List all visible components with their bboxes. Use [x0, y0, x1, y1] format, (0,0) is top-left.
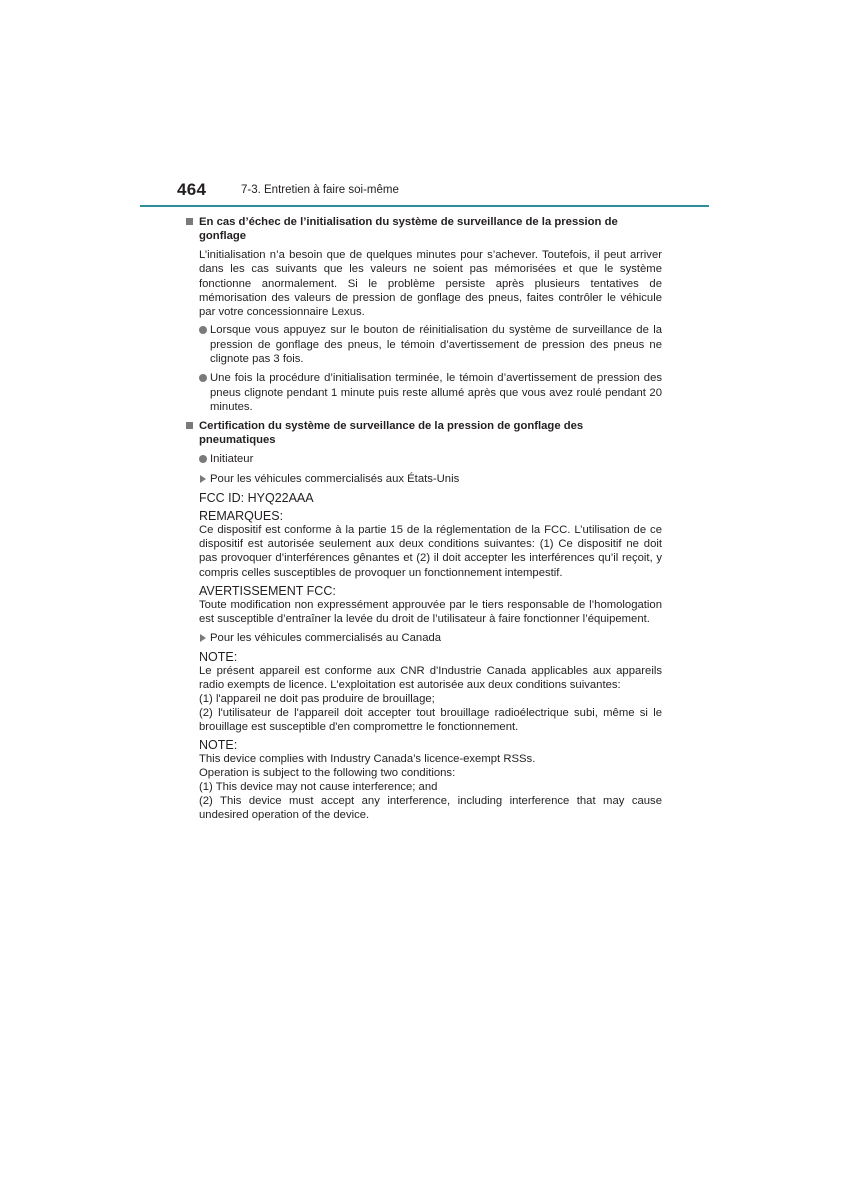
remarques-label: REMARQUES: [199, 508, 284, 523]
page-header [177, 180, 707, 204]
bullet-text: Une fois la procédure d’initialisation terminée, le témoin d’avertissement de pression des pneus clignote pendant 1 minute puis reste allumé après que vous avez roulé pendant 20 minutes. [210, 372, 662, 413]
note-line-2-en: Operation is subject to the following two conditions: [199, 766, 456, 779]
circle-bullet-icon [199, 374, 207, 382]
section-title: 7-3. Entretien à faire soi-même [241, 184, 399, 196]
page-content [186, 215, 662, 822]
note-condition-1-en: (1) This device may not cause interference; and [199, 780, 438, 793]
note-label-fr: NOTE: [199, 649, 238, 664]
note-label-en: NOTE: [199, 737, 238, 752]
circle-bullet-icon [199, 326, 207, 334]
heading-certification [186, 419, 662, 447]
note-text-fr: Le présent appareil est conforme aux CNR d'Industrie Canada applicables aux appareils radio exempts de licence. L'exploitation est autorisée aux deux conditions suivantes: [199, 664, 662, 691]
heading-initialisation-failure [186, 215, 662, 243]
triangle-arrow-icon [200, 634, 206, 642]
remarques-text: Ce dispositif est conforme à la partie 15 de la réglementation de la FCC. L’utilisation de ce dispositif est autorisée seulement aux deux conditions suivantes: (1) Ce dispositif ne doit pas provoquer d’interférences gênantes et (2) il doit accepter les interférences qu’il reçoit, y compris celles susceptibles de provoquer un fonctionnement intempestif. [199, 523, 662, 579]
note-line-1-en: This device complies with Industry Canada’s licence-exempt RSSs. [199, 752, 536, 765]
bullet-text: Lorsque vous appuyez sur le bouton de réinitialisation du système de surveillance de la pression de gonflage des pneus, le témoin d’avertissement de pression des pneus ne clignote pas 3 fois. [210, 324, 662, 366]
heading-text: Certification du système de surveillance de la pression de gonflage des pneumatiques [199, 420, 584, 447]
bullet-item [199, 371, 662, 414]
triangle-arrow-icon [200, 475, 206, 483]
arrow-text: Pour les véhicules commercialisés au Canada [210, 631, 442, 644]
bullet-text: Initiateur [210, 453, 254, 466]
square-bullet-icon [186, 218, 193, 225]
arrow-text: Pour les véhicules commercialisés aux États-Unis [210, 472, 460, 485]
fcc-warning-text: Toute modification non expressément approuvée par le tiers responsable de l’homologation est susceptible d’entraîner la levée du droit de l’utilisateur à faire fonctionner l’équipement. [199, 599, 662, 626]
initialisation-paragraph: L’initialisation n’a besoin que de quelques minutes pour s’achever. Toutefois, il peut arriver dans les cas suivants que les valeurs ne soient pas mémorisées et que le système fonctionne anormalement. Si le problème persiste après plusieurs tentatives de mémorisation des valeurs de pression de gonflage des pneus, faites contrôler le véhicule par votre concessionnaire Lexus. [199, 249, 662, 319]
heading-text: En cas d’échec de l’initialisation du système de surveillance de la pression de gonflage [199, 216, 618, 242]
fcc-warning-label: AVERTISSEMENT FCC: [199, 584, 336, 599]
bullet-item [199, 452, 662, 466]
square-bullet-icon [186, 422, 193, 429]
fcc-id: FCC ID: HYQ22AAA [199, 490, 314, 505]
note-condition-1-fr: (1) l'appareil ne doit pas produire de brouillage; [199, 692, 435, 705]
circle-bullet-icon [199, 455, 207, 463]
note-condition-2-en: (2) This device must accept any interference, including interference that may cause undesired operation of the device. [199, 794, 662, 821]
note-condition-2-fr: (2) l'utilisateur de l'appareil doit accepter tout brouillage radioélectrique subi, même si le brouillage est susceptible d'en compromettre le fonctionnement. [199, 706, 662, 733]
header-divider [140, 205, 709, 207]
page-number: 464 [177, 180, 207, 199]
arrow-item-us [199, 472, 662, 486]
bullet-item [199, 323, 662, 366]
arrow-item-canada [199, 631, 662, 645]
